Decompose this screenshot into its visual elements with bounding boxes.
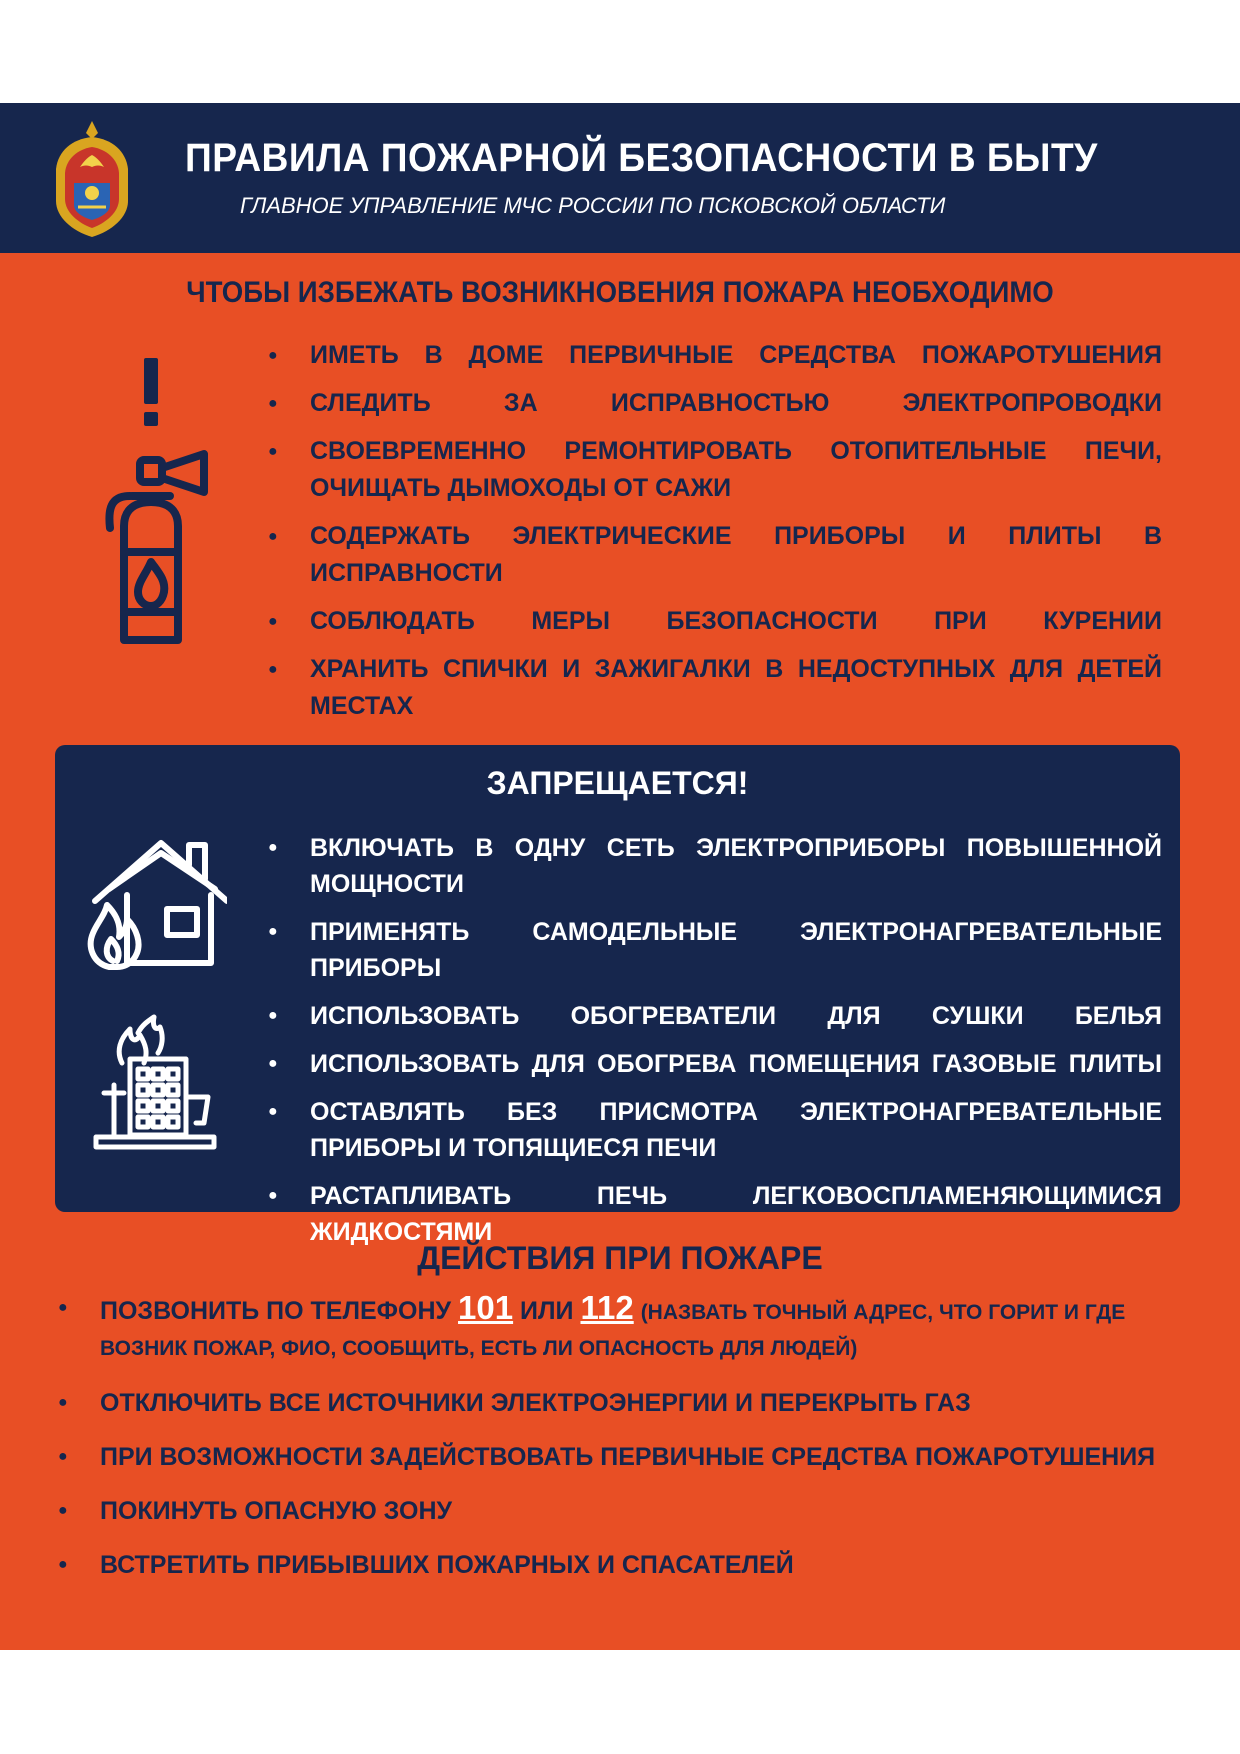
phone-number-112: 112 [580, 1289, 634, 1326]
list-item: ● РАСТАПЛИВАТЬ ПЕЧЬ ЛЕГКОВОСПЛАМЕНЯЮЩИМИСЯ ЖИДКОСТЯМИ [268, 1178, 1162, 1250]
list-item: ● ОСТАВЛЯТЬ БЕЗ ПРИСМОТРА ЭЛЕКТРОНАГРЕВАТЕЛЬНЫЕ ПРИБОРЫ И ТОПЯЩИЕСЯ ПЕЧИ [268, 1094, 1162, 1166]
forbidden-list [268, 830, 1162, 1262]
fire-safety-poster [0, 103, 1240, 1650]
forbidden-heading: ЗАПРЕЩАЕТСЯ! [486, 765, 749, 801]
call-or: ИЛИ [520, 1297, 574, 1325]
actions-heading: ДЕЙСТВИЯ ПРИ ПОЖАРЕ [417, 1240, 823, 1276]
list-item: ● ПРИ ВОЗМОЖНОСТИ ЗАДЕЙСТВОВАТЬ ПЕРВИЧНЫЕ СРЕДСТВА ПОЖАРОТУШЕНИЯ [58, 1440, 1178, 1474]
page-subtitle: ГЛАВНОЕ УПРАВЛЕНИЕ МЧС РОССИИ ПО ПСКОВСКОЙ ОБЛАСТИ [240, 193, 946, 218]
prevention-list [268, 337, 1162, 736]
house-fire-icon [87, 835, 227, 975]
list-item: ● ХРАНИТЬ СПИЧКИ И ЗАЖИГАЛКИ В НЕДОСТУПНЫХ ДЛЯ ДЕТЕЙ МЕСТАХ [268, 651, 1162, 725]
list-item: ● ИМЕТЬ В ДОМЕ ПЕРВИЧНЫЕ СРЕДСТВА ПОЖАРОТУШЕНИЯ [268, 337, 1162, 374]
poster-header [0, 103, 1240, 253]
list-item: ● СОДЕРЖАТЬ ЭЛЕКТРИЧЕСКИЕ ПРИБОРЫ И ПЛИТЫ В ИСПРАВНОСТИ [268, 518, 1162, 592]
list-item: ● ПРИМЕНЯТЬ САМОДЕЛЬНЫЕ ЭЛЕКТРОНАГРЕВАТЕЛЬНЫЕ ПРИБОРЫ [268, 914, 1162, 986]
fire-extinguisher-icon [100, 448, 220, 648]
building-fire-icon [90, 1013, 220, 1153]
forbidden-panel [55, 745, 1180, 1246]
list-item: ● СОБЛЮДАТЬ МЕРЫ БЕЗОПАСНОСТИ ПРИ КУРЕНИИ [268, 603, 1162, 640]
page-title: ПРАВИЛА ПОЖАРНОЙ БЕЗОПАСНОСТИ В БЫТУ [185, 136, 1098, 180]
mchs-emblem-icon [52, 117, 132, 239]
phone-number-101: 101 [458, 1289, 514, 1326]
list-item: ● СВОЕВРЕМЕННО РЕМОНТИРОВАТЬ ОТОПИТЕЛЬНЫЕ ПЕЧИ, ОЧИЩАТЬ ДЫМОХОДЫ ОТ САЖИ [268, 433, 1162, 507]
list-item: ● ОТКЛЮЧИТЬ ВСЕ ИСТОЧНИКИ ЭЛЕКТРОЭНЕРГИИ И ПЕРЕКРЫТЬ ГАЗ [58, 1386, 1178, 1420]
call-prefix: ПОЗВОНИТЬ ПО ТЕЛЕФОНУ [100, 1297, 452, 1325]
exclamation-icon [138, 358, 164, 428]
list-item: ● ИСПОЛЬЗОВАТЬ ДЛЯ ОБОГРЕВА ПОМЕЩЕНИЯ ГАЗОВЫЕ ПЛИТЫ [268, 1046, 1162, 1082]
actions-list [58, 1291, 1178, 1602]
prevention-heading: ЧТОБЫ ИЗБЕЖАТЬ ВОЗНИКНОВЕНИЯ ПОЖАРА НЕОБХОДИМО [186, 276, 1054, 309]
call-note: (НАЗВАТЬ ТОЧНЫЙ АДРЕС, ЧТО ГОРИТ И ГДЕ ВОЗНИК ПОЖАР, ФИО, СООБЩИТЬ, ЕСТЬ ЛИ ОПАСНОСТЬ ДЛЯ ЛЮДЕЙ) [100, 1301, 1126, 1360]
list-item: ● ПОКИНУТЬ ОПАСНУЮ ЗОНУ [58, 1494, 1178, 1528]
list-item: ● ИСПОЛЬЗОВАТЬ ОБОГРЕВАТЕЛИ ДЛЯ СУШКИ БЕЛЬЯ [268, 998, 1162, 1034]
list-item-call [58, 1291, 1178, 1366]
list-item: ● СЛЕДИТЬ ЗА ИСПРАВНОСТЬЮ ЭЛЕКТРОПРОВОДКИ [268, 385, 1162, 422]
list-item: ● ВКЛЮЧАТЬ В ОДНУ СЕТЬ ЭЛЕКТРОПРИБОРЫ ПОВЫШЕННОЙ МОЩНОСТИ [268, 830, 1162, 902]
list-item: ● ВСТРЕТИТЬ ПРИБЫВШИХ ПОЖАРНЫХ И СПАСАТЕЛЕЙ [58, 1548, 1178, 1582]
